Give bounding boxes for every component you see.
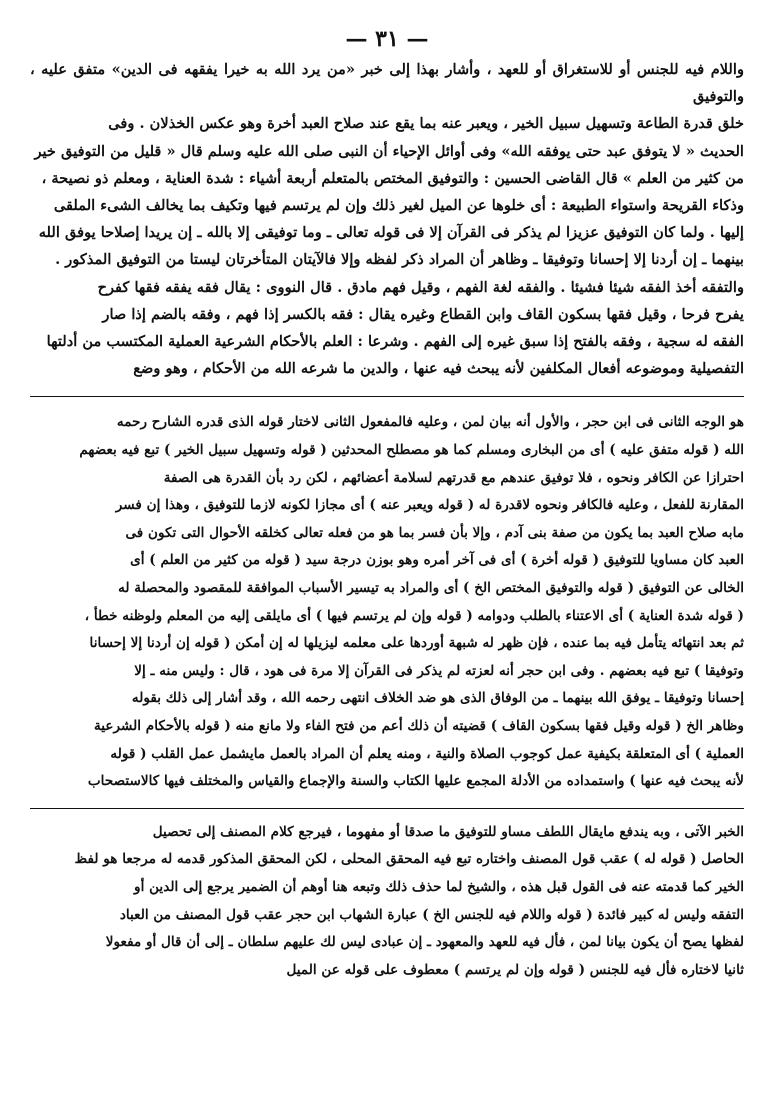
footnote-line: ثم بعد انتهائه يتأمل فيه بما عنده ، فإن ظهر له شبهة أوردها على معلمه ليزيلها له إن أمكن ( قوله إن أردنا إلا إحسانا bbox=[89, 635, 744, 652]
main-line: خلق قدرة الطاعة وتسهيل سبيل الخير ، ويعبر عنه بما يقع عند صلاح العبد أخرة وهو عكس الخذلان . وفى bbox=[108, 115, 744, 133]
footnote-line: مابه صلاح العبد بما يكون من صفة بنى آدم ، وإلا بأن فسر بما هو من فعله تعالى كخلقه الأحوال التى تكون فى bbox=[125, 524, 744, 541]
footnote-line: الحاصل ( قوله له ) عقب قول المصنف واختاره تبع فيه المحقق المحلى ، لكن المحقق المذكور قدمه له مرجعا هو لفظ bbox=[74, 851, 744, 868]
footnote-line: لأنه يبحث فيه عنها ) واستمداده من الأدلة المجمع عليها الكتاب والسنة والإجماع والقياس والمختلف فيها كالاستصحاب bbox=[87, 773, 744, 790]
section-divider bbox=[30, 396, 744, 397]
footnote-line: ( قوله شدة العناية ) أى الاعتناء بالطلب ودوامه ( قوله وإن لم يرتسم فيها ) أى مايلقى إليه من المعلم ولوظنه خطأ ، bbox=[84, 607, 744, 624]
footnote-line: وظاهر الخ ( قوله وقيل فقها بسكون القاف ) قضيته أن ذلك أعم من فتح الفاء ولا مانع منه ( قوله بالأحكام الشرعية bbox=[94, 717, 744, 734]
main-line: وذكاء القريحة واستواء الطبيعة : أى خلوها عن الميل لغير ذلك وإن لم يرتسم فيها وتكيف بما يخالف الشىء الملقى bbox=[53, 197, 744, 215]
footnote-line: احترازا عن الكافر ونحوه ، فلا توفيق عندهم مع قدرتهم لسلامة أعضائهم ، لكن رد بأن القدرة هى الصفة bbox=[163, 469, 744, 486]
main-line: والتفقه أخذ الفقه شيئا فشيئا . والفقه لغة الفهم ، وقيل فهم مادق . قال النووى : يقال فقه يفقه فقها كفرح bbox=[97, 278, 744, 296]
main-line: يفرح فرحا ، وقيل فقها بسكون القاف وابن القطاع وغيره يقال : فقه بالكسر إذا فهم ، وفقه بالضم إذا صار bbox=[102, 305, 744, 323]
footnote-line: الخالى عن التوفيق ( قوله والتوفيق المختص الخ ) أى والمراد به تيسير الأسباب الموافقة للمقصود والمحصلة له bbox=[118, 580, 744, 596]
main-line: من كثير من العلم » قال القاضى الحسين : والتوفيق المختص بالمتعلم أربعة أشياء : شدة العناية ، ومعلم ذو نصيحة ، bbox=[41, 169, 744, 187]
footnote-line: ثانيا لاختاره فأل فيه للجنس ( قوله وإن لم يرتسم ) معطوف على قوله عن الميل bbox=[286, 961, 744, 978]
footnote-line: لفظها يصح أن يكون بيانا لمن ، فأل فيه للعهد والمعهود ـ إن عبادى ليس لك عليهم سلطان ـ إلى أن قال أو مفعولا bbox=[105, 934, 744, 951]
footnote-line: الخير كما قدمته عنه فى القول قبل هذه ، والشيخ لما حذف ذلك وتبعه هنا أوهم أن الضمير يرجع إلى الدين أو bbox=[134, 878, 744, 895]
footnote-line: الله ( قوله متفق عليه ) أى من البخارى ومسلم كما هو مصطلح المحدثين ( قوله وتسهيل سبيل الخير ) تبع فيه بعضهم bbox=[79, 442, 744, 459]
main-line: الحديث « لا يتوفق عبد حتى يوفقه الله» وفى أوائل الإحياء أن النبى صلى الله عليه وسلم قال « قليل من التوفيق خير bbox=[34, 142, 744, 160]
footnote-line: العبد كان مساويا للتوفيق ( قوله أخرة ) أى فى آخر أمره وهو بوزن درجة سيد ( قوله من كثير من العلم ) أى bbox=[130, 552, 744, 569]
footnote-line: وتوفيقا ) تبع فيه بعضهم . وفى ابن حجر أنه لعزته لم يذكر فى القرآن إلا مرة فى هود ، قال : وليس منه ـ إلا bbox=[134, 662, 744, 679]
main-line: الفقه له سجية ، وفقه بالفتح إذا سبق غيره إلى الفهم . وشرعا : العلم بالأحكام الشرعية العملية المكتسب من أدلتها bbox=[46, 333, 744, 351]
footnote-block-2 bbox=[30, 819, 744, 985]
main-line: إليها . ولما كان التوفيق عزيزا لم يذكر فى القرآن إلا فى قوله تعالى ـ وما توفيقى إلا بالله ـ إن يريدا إصلاحا يوفق الله bbox=[38, 224, 744, 242]
footnote-line: التفقه وليس له كبير فائدة ( قوله واللام فيه للجنس الخ ) عبارة الشهاب ابن حجر عقب قول المصنف من العباد bbox=[119, 906, 744, 923]
footnote-line: المقارنة للفعل ، وعليه فالكافر ونحوه لاقدرة له ( قوله ويعبر عنه ) أى مجازا لكونه لازما للتوفيق ، وهذا إن فسر bbox=[115, 497, 744, 514]
main-line: واللام فيه للجنس أو للاستغراق أو للعهد ، وأشار بهذا إلى خبر «من يرد الله به خيرا يفقهه فى الدين» متفق عليه ، والتوفيق bbox=[30, 61, 744, 106]
main-line: التفصيلية وموضوعه أفعال المكلفين لأنه يبحث فيه عنها ، والدين ما شرعه الله من الأحكام ، وهو وضع bbox=[133, 360, 744, 378]
footnote-divider bbox=[30, 808, 744, 809]
footnote-line: إحسانا وتوفيقا ـ يوفق الله بينهما ـ من الوفاق الذى هو ضد الخلاف انتهى رحمه الله ، وقد أشار إلى ذلك بقوله bbox=[131, 690, 744, 707]
footnote-line: العملية ) أى المتعلقة بكيفية عمل كوجوب الصلاة والنية ، ومنه يعلم أن المراد بالعمل مايشمل عمل القلب ( قوله bbox=[110, 745, 744, 762]
main-line: بينهما ـ إن أردنا إلا إحسانا وتوفيقا ـ وظاهر أن المراد ذكر لفظه وإلا فالآيتان المتأخرتان ليستا من التوفيق المذكور . bbox=[55, 251, 744, 269]
footnote-line: الخبر الآتى ، وبه يندفع مايقال اللطف مساو للتوفيق ما صدقا أو مفهوما ، فيرجع كلام المصنف إلى تحصيل bbox=[152, 823, 744, 840]
page-number: — ٣١ — bbox=[345, 26, 429, 52]
footnote-block-1 bbox=[30, 409, 744, 795]
main-text bbox=[30, 56, 744, 382]
footnote-line: هو الوجه الثانى فى ابن حجر ، والأول أنه بيان لمن ، وعليه فالمفعول الثانى لاختار قوله الذى قدره الشارح رحمه bbox=[116, 414, 744, 431]
